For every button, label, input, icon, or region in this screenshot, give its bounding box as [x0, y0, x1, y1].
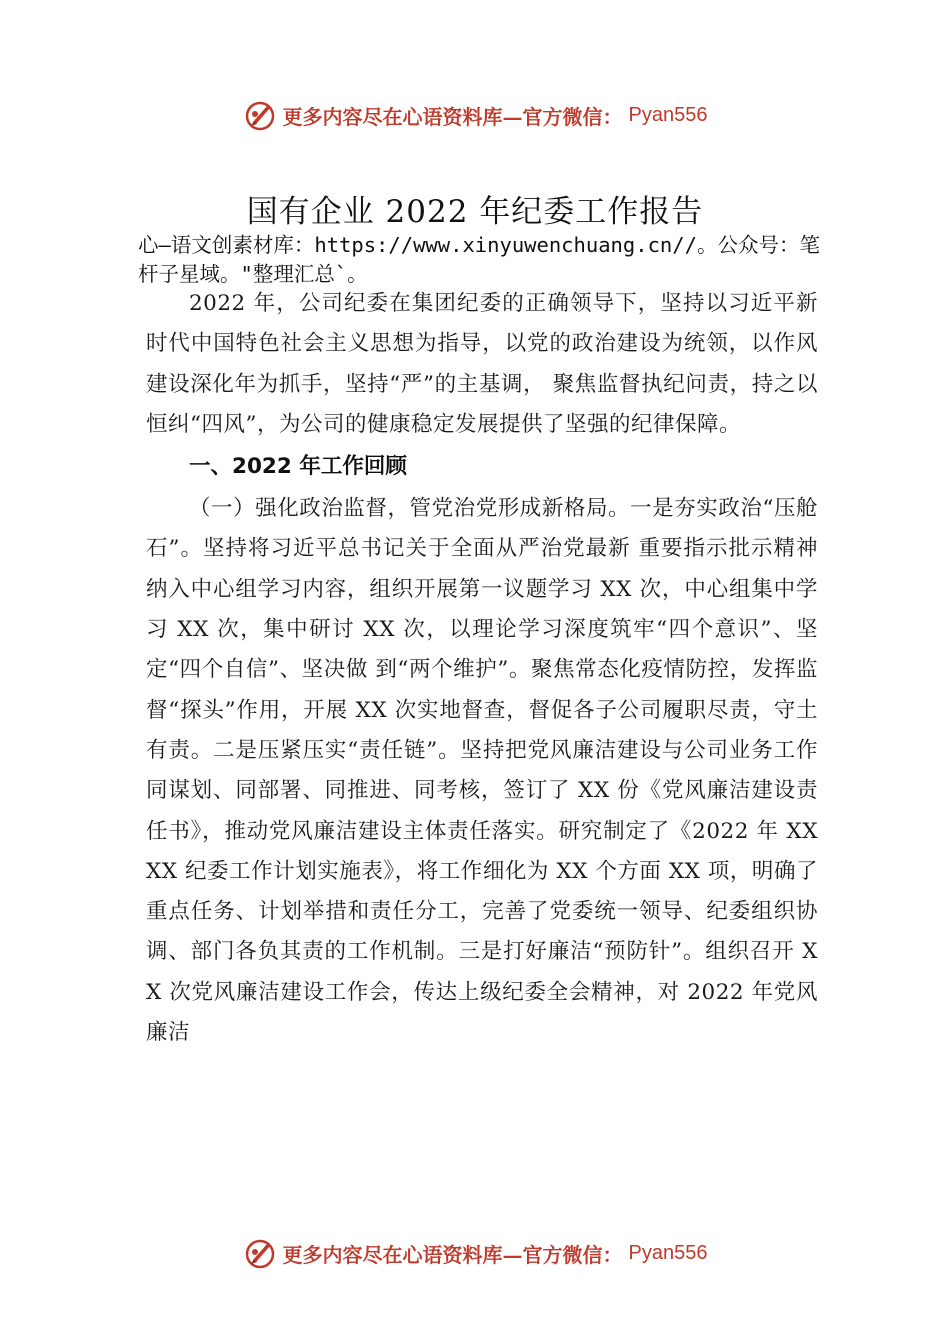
red-quill-logo	[243, 98, 277, 132]
section-paragraph: （一）强化政治监督，管党治党形成新格局。一是夯实政治“压舱石”。坚持将习近平总书记关于全面从严治党最新 重要指示批示精神纳入中心组学习内容，组织开展第一议题学习 XX 次，中心组集中学习 XX 次，集中研讨 XX 次，以理论学习深度筑牢“四个意识”、坚定“四个自信”、坚决做 到“两个维护”。聚焦常态化疫情防控，发挥监督“探头”作用，开展 XX 次实地督查，督促各子公司履职尽责，守土有责。二是压紧压实“责任链”。坚持把党风廉洁建设与公司业务工作同谋划、同部署、同推进、同考核，签订了 XX 份《党风廉洁建设责任书》，推动党风廉洁建设主体责任落实。研究制定了《2022 年 XXXX 纪委工作计划实施表》，将工作细化为 XX 个方面 XX 项，明确了重点任务、计划举措和责任分工，完善了党委统一领导、纪委组织协调、部门各负其责的工作机制。三是打好廉洁“预防针”。组织召开 XX 次党风廉洁建设工作会，传达上级纪委全会精神，对 2022 年党风廉洁	[146, 496, 818, 1046]
watermark-banner-text: 更多内容尽在心语资料库—官方微信：	[282, 104, 623, 129]
section-heading: 一、2022 年工作回顾	[189, 454, 407, 480]
watermark-banner-bottom	[0, 1233, 950, 1273]
red-quill-logo	[243, 1236, 277, 1270]
intro-paragraph: 2022 年，公司纪委在集团纪委的正确领导下，坚持以习近平新时代中国特色社会主义思想为指导，以党的政治建设为统领，以作风建设深化年为抓手，坚持“严”的主基调， 聚焦监督执纪问责，持之以恒纠“四风”，为公司的健康稳定发展提供了坚强的纪律保障。	[146, 291, 818, 437]
document-body	[146, 284, 818, 1053]
document-title: 国有企业 2022 年纪委工作报告	[246, 194, 704, 230]
source-note: 心—语文创素材库：https://www.xinyuwenchuang.cn//。公众号：笔杆子星域。"整理汇总`。	[138, 233, 820, 286]
watermark-banner-contact: Pyan556	[628, 103, 708, 126]
watermark-banner-text: 更多内容尽在心语资料库—官方微信：	[282, 1242, 623, 1267]
watermark-banner-top	[0, 95, 950, 135]
watermark-banner-contact: Pyan556	[628, 1241, 708, 1264]
